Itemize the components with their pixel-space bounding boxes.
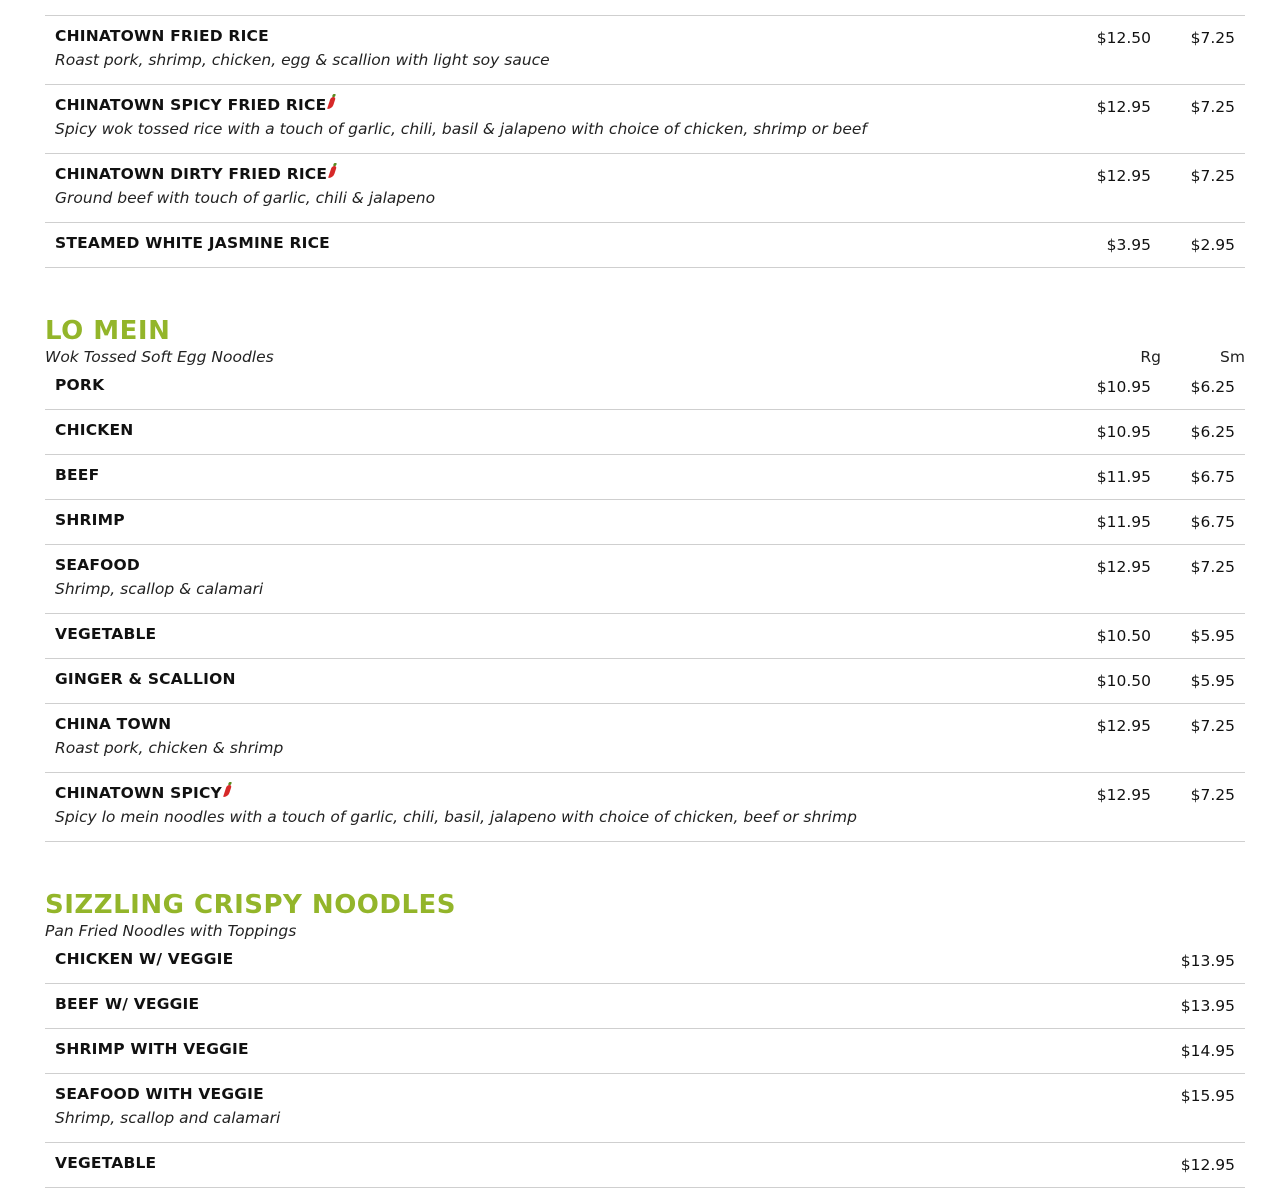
price-small: $7.25 bbox=[1190, 167, 1235, 185]
item-name bbox=[55, 465, 99, 485]
item-name bbox=[55, 624, 156, 644]
fried-rice-list bbox=[45, 16, 1245, 268]
menu-item-row bbox=[45, 545, 1245, 614]
item-name bbox=[55, 26, 269, 46]
price-small: $5.95 bbox=[1190, 627, 1235, 645]
item-name bbox=[55, 164, 335, 184]
price-regular: $12.95 bbox=[1096, 558, 1151, 576]
item-name-text: BEEF W/ VEGGIE bbox=[55, 995, 200, 1013]
menu-item-row bbox=[45, 500, 1245, 545]
price-regular: $12.95 bbox=[1096, 167, 1151, 185]
menu-item-row bbox=[45, 1143, 1245, 1188]
menu-item-row bbox=[45, 1074, 1245, 1143]
item-name-text: CHINATOWN DIRTY FRIED RICE bbox=[55, 165, 328, 183]
item-name-text: BEEF bbox=[55, 466, 100, 484]
item-description: Spicy lo mein noodles with a touch of garlic, chili, basil, jalapeno with choice of chicken, beef or shrimp bbox=[55, 808, 857, 826]
price-small: $5.95 bbox=[1190, 672, 1235, 690]
price-small: $7.25 bbox=[1190, 558, 1235, 576]
menu-item-row bbox=[45, 984, 1245, 1029]
item-name-text: SEAFOOD bbox=[55, 556, 140, 574]
item-name-text: CHINA TOWN bbox=[55, 715, 172, 733]
item-name bbox=[55, 994, 199, 1014]
price-regular: $10.95 bbox=[1096, 378, 1151, 396]
item-description: Ground beef with touch of garlic, chili & jalapeno bbox=[55, 189, 436, 207]
divider bbox=[45, 0, 1245, 16]
item-name bbox=[55, 949, 233, 969]
price-small: $6.75 bbox=[1190, 513, 1235, 531]
price: $14.95 bbox=[1180, 1042, 1235, 1060]
menu-item-row bbox=[45, 704, 1245, 773]
menu-item-row bbox=[45, 410, 1245, 455]
price-regular: $12.95 bbox=[1096, 717, 1151, 735]
section-subtitle: Pan Fried Noodles with Toppings bbox=[45, 922, 297, 940]
item-name-text: VEGETABLE bbox=[55, 625, 157, 643]
item-name-text: STEAMED WHITE JASMINE RICE bbox=[55, 234, 330, 252]
item-name bbox=[55, 714, 171, 734]
price: $15.95 bbox=[1180, 1087, 1235, 1105]
item-description: Spicy wok tossed rice with a touch of garlic, chili, basil & jalapeno with choice of chicken, shrimp or beef bbox=[55, 120, 867, 138]
menu-item-row bbox=[45, 659, 1245, 704]
section-title: LO MEIN bbox=[45, 316, 171, 346]
menu-item-row bbox=[45, 773, 1245, 842]
column-headers bbox=[1077, 347, 1245, 367]
menu-item-row bbox=[45, 365, 1245, 410]
section-subtitle: Wok Tossed Soft Egg Noodles bbox=[45, 348, 274, 366]
menu-item-row bbox=[45, 223, 1245, 268]
menu-item-row bbox=[45, 85, 1245, 154]
price: $12.95 bbox=[1180, 1156, 1235, 1174]
item-name-text: CHINATOWN SPICY bbox=[55, 784, 222, 802]
item-name bbox=[55, 375, 104, 395]
menu-item-row bbox=[45, 455, 1245, 500]
item-name bbox=[55, 783, 230, 803]
price-small: $2.95 bbox=[1190, 236, 1235, 254]
section-subtitle-row bbox=[45, 921, 1245, 941]
item-name-text: SHRIMP WITH VEGGIE bbox=[55, 1040, 249, 1058]
menu-item-row bbox=[45, 154, 1245, 223]
chili-pepper-icon bbox=[327, 97, 336, 109]
crispy-noodles-list bbox=[45, 939, 1245, 1188]
item-name-text: CHINATOWN SPICY FRIED RICE bbox=[55, 96, 327, 114]
menu-page bbox=[45, 0, 1245, 1188]
item-name bbox=[55, 669, 236, 689]
item-name-text: CHICKEN bbox=[55, 421, 134, 439]
item-name-text: SHRIMP bbox=[55, 511, 125, 529]
item-name-text: PORK bbox=[55, 376, 105, 394]
price: $13.95 bbox=[1180, 997, 1235, 1015]
section-subtitle-row bbox=[45, 347, 1245, 367]
price-regular: $11.95 bbox=[1096, 513, 1151, 531]
item-name-text: CHICKEN W/ VEGGIE bbox=[55, 950, 234, 968]
item-name-text: CHINATOWN FRIED RICE bbox=[55, 27, 269, 45]
item-name bbox=[55, 1039, 249, 1059]
item-name bbox=[55, 1084, 264, 1104]
item-description: Roast pork, shrimp, chicken, egg & scallion with light soy sauce bbox=[55, 51, 550, 69]
price-regular: $3.95 bbox=[1106, 236, 1151, 254]
chili-pepper-icon bbox=[328, 166, 337, 178]
item-description: Shrimp, scallop & calamari bbox=[55, 580, 264, 598]
crispy-noodles-section bbox=[45, 889, 1245, 1188]
price-regular: $10.50 bbox=[1096, 672, 1151, 690]
menu-item-row bbox=[45, 1029, 1245, 1074]
price-regular: $12.95 bbox=[1096, 786, 1151, 804]
item-name bbox=[55, 95, 334, 115]
fried-rice-section bbox=[45, 0, 1245, 268]
item-name-text: VEGETABLE bbox=[55, 1154, 157, 1172]
item-name-text: SEAFOOD WITH VEGGIE bbox=[55, 1085, 264, 1103]
item-name bbox=[55, 555, 140, 575]
section-title: SIZZLING CRISPY NOODLES bbox=[45, 890, 457, 920]
item-name bbox=[55, 233, 330, 253]
item-description: Roast pork, chicken & shrimp bbox=[55, 739, 284, 757]
item-name-text: GINGER & SCALLION bbox=[55, 670, 236, 688]
price-small: $6.25 bbox=[1190, 423, 1235, 441]
price: $13.95 bbox=[1180, 952, 1235, 970]
price-small: $7.25 bbox=[1190, 98, 1235, 116]
price-small: $7.25 bbox=[1190, 29, 1235, 47]
menu-item-row bbox=[45, 939, 1245, 984]
item-name bbox=[55, 510, 125, 530]
item-name bbox=[55, 420, 133, 440]
price-regular: $12.50 bbox=[1096, 29, 1151, 47]
price-regular: $10.95 bbox=[1096, 423, 1151, 441]
price-small: $6.75 bbox=[1190, 468, 1235, 486]
item-description: Shrimp, scallop and calamari bbox=[55, 1109, 281, 1127]
menu-item-row bbox=[45, 614, 1245, 659]
price-regular: $12.95 bbox=[1096, 98, 1151, 116]
price-regular: $10.50 bbox=[1096, 627, 1151, 645]
lo-mein-section bbox=[45, 315, 1245, 842]
chili-pepper-icon bbox=[223, 785, 232, 797]
column-header-rg: Rg bbox=[1140, 348, 1161, 366]
price-regular: $11.95 bbox=[1096, 468, 1151, 486]
price-small: $6.25 bbox=[1190, 378, 1235, 396]
price-small: $7.25 bbox=[1190, 717, 1235, 735]
menu-item-row bbox=[45, 16, 1245, 85]
column-header-sm: Sm bbox=[1220, 348, 1245, 366]
lo-mein-list bbox=[45, 365, 1245, 842]
price-small: $7.25 bbox=[1190, 786, 1235, 804]
item-name bbox=[55, 1153, 156, 1173]
